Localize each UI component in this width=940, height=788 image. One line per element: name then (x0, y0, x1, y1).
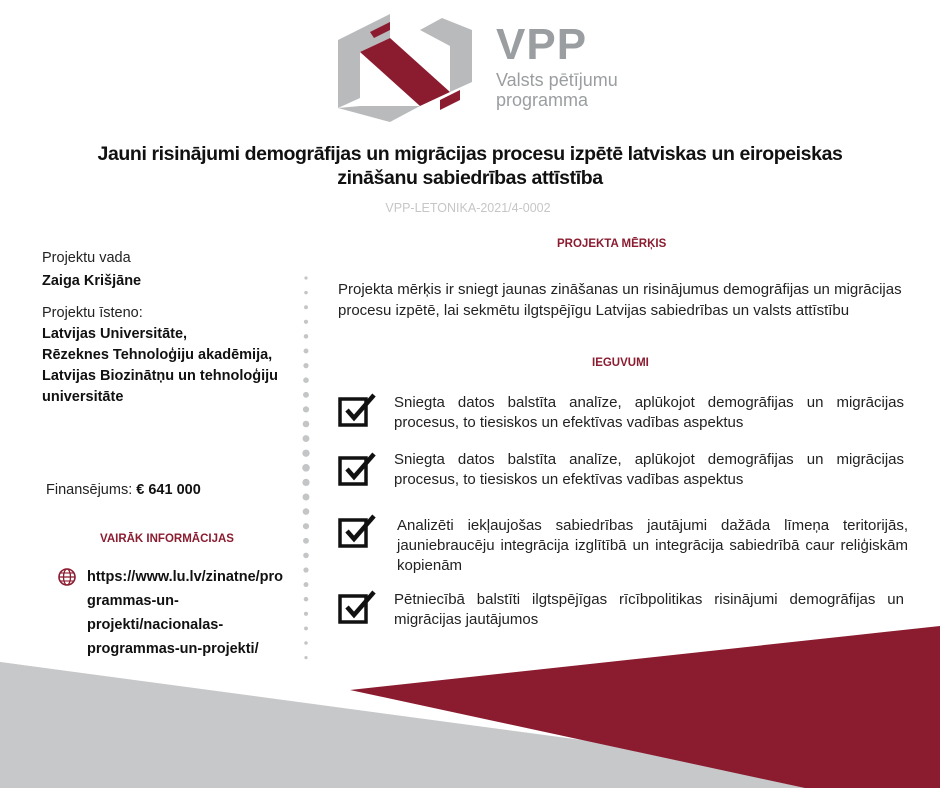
divider-dot (302, 464, 310, 472)
checkbox-checked-icon (338, 588, 378, 626)
more-info-heading: VAIRĀK INFORMĀCIJAS (100, 533, 234, 545)
divider-dot (303, 363, 308, 368)
result-check (338, 450, 378, 493)
divider-dot (303, 553, 309, 559)
checkbox-checked-icon (338, 512, 378, 550)
url-line[interactable]: projekti/nacionalas- (87, 617, 224, 633)
divider-dot (304, 641, 308, 645)
result-check (338, 588, 378, 631)
result-item: Pētniecībā balstīti ilgtspējīgas rīcībpolitikas risinājumi demogrāfijas un migrācijas jautājumos (394, 591, 904, 628)
url-line[interactable]: grammas-un- (87, 593, 179, 609)
divider-dot (302, 450, 309, 457)
logo-line-1: Valsts pētījumu (496, 70, 618, 90)
result-check (338, 512, 378, 555)
divider-dot (303, 508, 310, 515)
url-line[interactable]: programmas-un-projekti/ (87, 641, 259, 657)
divider-dot (304, 582, 309, 587)
page-title (60, 142, 880, 190)
divider-dot (303, 377, 309, 383)
logo-acronym: VPP (496, 20, 588, 69)
divider-dot (303, 567, 308, 572)
dotted-divider (302, 272, 310, 672)
result-item: Sniegta datos balstīta analīze, aplūkojot demogrāfijas un migrācijas procesus, to tiesiskos un efektīvas vadības aspektus (394, 394, 904, 431)
implementer-item: universitāte (42, 389, 124, 405)
leader-name: Zaiga Krišjāne (42, 273, 142, 289)
checkbox-checked-icon (338, 450, 378, 488)
divider-dot (304, 597, 309, 602)
results-heading: IEGUVUMI (592, 357, 649, 369)
globe-icon (57, 567, 77, 587)
funding (46, 480, 201, 501)
funding-value: € 641 000 (136, 482, 201, 498)
divider-dot (304, 291, 308, 295)
divider-dot (304, 612, 308, 616)
divider-dot (303, 538, 309, 544)
divider-dot (303, 392, 309, 398)
goal-heading: PROJEKTA MĒRĶIS (557, 238, 667, 250)
project-code: VPP-LETONIKA-2021/4-0002 (385, 201, 551, 215)
implementer-item: Latvijas Universitāte, (42, 326, 188, 342)
goal-text: Projekta mērķis ir sniegt jaunas zināšanas un risinājumus demogrāfijas un migrācijas procesu izpētē, lai sekmētu ilgtspējīgu Latvijas sabiedrības un valsts attīstību (338, 281, 902, 319)
divider-dot (304, 334, 309, 339)
divider-dot (304, 305, 308, 309)
result-check (338, 391, 378, 434)
implementer-label: Projektu īsteno: (42, 305, 143, 321)
leader-label: Projektu vada (42, 250, 131, 266)
divider-dot (304, 320, 308, 324)
checkbox-checked-icon (338, 391, 378, 429)
divider-dot (304, 656, 307, 659)
implementer-list (42, 324, 292, 408)
divider-dot (304, 626, 308, 630)
implementer-item: Latvijas Biozinātņu un tehnoloģiju (42, 368, 279, 384)
implementer-item: Rēzeknes Tehnoloģiju akadēmija, (42, 347, 273, 363)
divider-dot (303, 523, 309, 529)
divider-dot (304, 349, 309, 354)
url-line[interactable]: https://www.lu.lv/zinatne/pro (87, 569, 284, 585)
divider-dot (304, 276, 307, 279)
title-line-1: Jauni risinājumi demogrāfijas un migrācijas procesu izpētē latviskas un eiropeiskas (97, 143, 843, 165)
divider-dot (303, 421, 310, 428)
funding-label: Finansējums: (46, 482, 133, 498)
result-item: Analizēti iekļaujošas sabiedrības jautājumi dažāda līmeņa teritorijās, jauniebraucēju integrācija izglītībā un integrācija sabiedrībā caur reliģiskām kopienām (397, 517, 908, 574)
more-info-link[interactable] (87, 565, 287, 661)
logo-line-2: programma (496, 90, 589, 110)
divider-dot (302, 479, 309, 486)
divider-dot (303, 435, 310, 442)
result-item: Sniegta datos balstīta analīze, aplūkojot demogrāfijas un migrācijas procesus, to tiesiskos un efektīvas vadības aspektus (394, 451, 904, 488)
divider-dot (303, 494, 310, 501)
divider-dot (303, 406, 309, 412)
title-line-2: zināšanu sabiedrības attīstība (337, 167, 603, 189)
